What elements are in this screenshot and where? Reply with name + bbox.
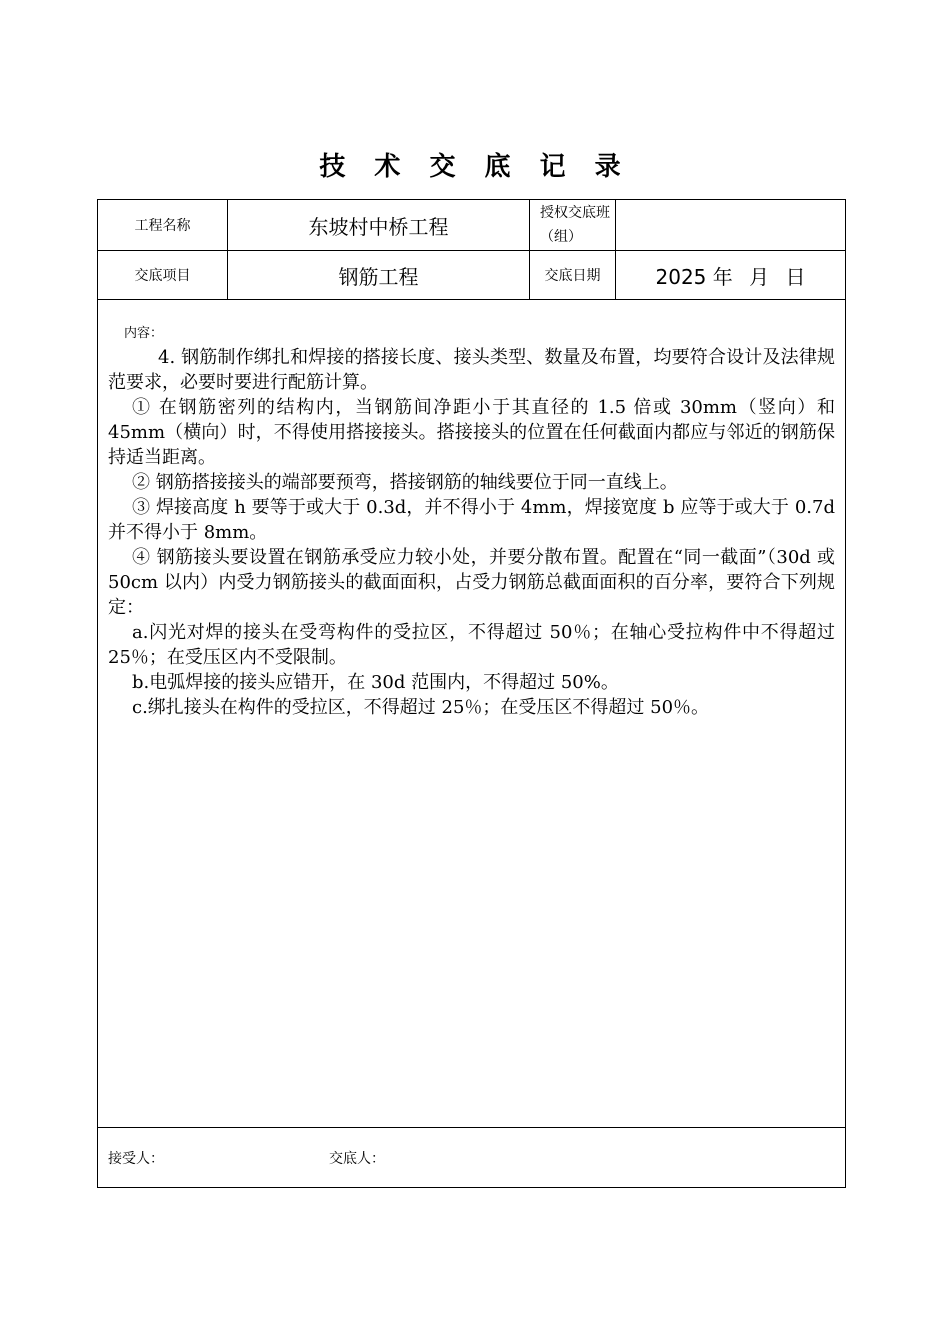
content-paragraph: a.闪光对焊的接头在受弯构件的受拉区，不得超过 50％；在轴心受拉构件中不得超过 25％；在受压区内不受限制。 — [108, 622, 835, 668]
date-value — [616, 251, 846, 300]
row-item — [98, 251, 846, 300]
row-signatures — [98, 1128, 846, 1188]
content-paragraph: c.绑扎接头在构件的受拉区，不得超过 25％；在受压区不得超过 50％。 — [132, 697, 710, 718]
project-name-label: 工程名称 — [98, 200, 228, 251]
row-project — [98, 200, 846, 251]
item-label: 交底项目 — [98, 251, 228, 300]
receiver-label: 接受人： — [108, 1150, 164, 1167]
content-paragraph: ④ 钢筋接头要设置在钢筋承受应力较小处，并要分散布置。配置在“同一截面”（30d 或 50cm 以内）内受力钢筋接头的截面面积，占受力钢筋总截面面积的百分率，要符合下列规定： — [108, 547, 835, 618]
item-value: 钢筋工程 — [228, 251, 530, 300]
project-name-value: 东坡村中桥工程 — [228, 200, 530, 251]
content-cell — [98, 300, 846, 1128]
content-body — [108, 345, 835, 720]
date-year: 2025 年 — [655, 264, 733, 289]
signature-cell — [98, 1128, 846, 1188]
presenter-label: 交底人： — [329, 1150, 385, 1167]
content-paragraph: 4. 钢筋制作绑扎和焊接的搭接长度、接头类型、数量及布置，均要符合设计及法律规范要求，必要时要进行配筋计算。 — [108, 347, 835, 393]
row-content — [98, 300, 846, 1128]
content-paragraph: ② 钢筋搭接接头的端部要预弯，搭接钢筋的轴线要位于同一直线上。 — [132, 472, 678, 493]
document-title: 技 术 交 底 记 录 — [319, 152, 631, 182]
team-value — [616, 200, 846, 251]
content-label: 内容： — [124, 326, 164, 341]
date-label: 交底日期 — [530, 251, 616, 300]
record-table — [97, 199, 846, 1188]
date-month: 月 — [749, 264, 770, 289]
content-paragraph: ① 在钢筋密列的结构内，当钢筋间净距小于其直径的 1.5 倍或 30mm（竖向）和 45mm（横向）时，不得使用搭接接头。搭接接头的位置在任何截面内都应与邻近的钢筋保持适当距离。 — [108, 397, 835, 468]
date-day: 日 — [785, 264, 806, 289]
content-paragraph: b.电弧焊接的接头应错开，在 30d 范围内，不得超过 50%。 — [132, 672, 619, 693]
content-paragraph: ③ 焊接高度 h 要等于或大于 0.3d，并不得小于 4mm，焊接宽度 b 应等于或大于 0.7d 并不得小于 8mm。 — [108, 497, 835, 543]
team-label: 授权交底班（组） — [530, 200, 616, 251]
